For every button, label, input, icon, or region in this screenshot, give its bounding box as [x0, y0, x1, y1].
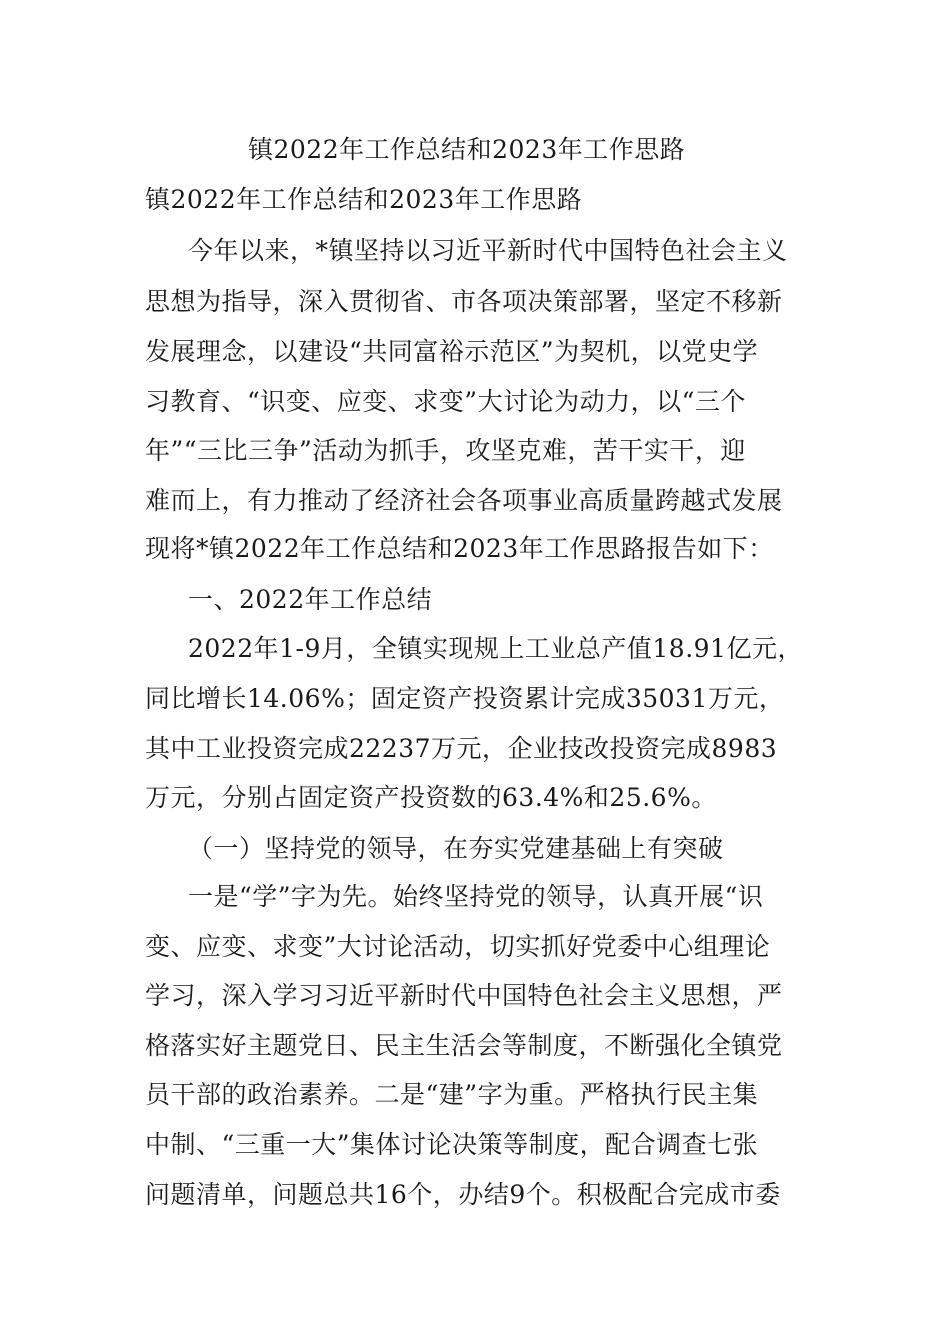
subsection-heading: （一）坚持党的领导，在夯实党建基础上有突破 [188, 834, 724, 863]
paragraph-line: 其中工业投资完成22237万元，企业技改投资完成8983 [145, 734, 778, 763]
section-heading: 一、2022年工作总结 [188, 585, 433, 614]
paragraph-line: 年”“三比三争”活动为抓手，攻坚克难，苦干实干，迎 [145, 436, 746, 465]
paragraph-line: 2022年1-9月，全镇实现规上工业总产值18.91亿元， [188, 634, 803, 663]
paragraph-line: 员干部的政治素养。二是“建”字为重。严格执行民主集 [145, 1080, 759, 1109]
paragraph-line: 思想为指导，深入贯彻省、市各项决策部署，坚定不移新 [145, 287, 783, 316]
paragraph-line: 现将*镇2022年工作总结和2023年工作思路报告如下： [145, 534, 774, 563]
paragraph-line: 学习，深入学习习近平新时代中国特色社会主义思想，严 [145, 981, 783, 1010]
paragraph-line: 同比增长14.06%；固定资产投资累计完成35031万元， [145, 684, 785, 713]
paragraph-line: 发展理念，以建设“共同富裕示范区”为契机，以党史学 [145, 337, 759, 366]
paragraph-line: 习教育、“识变、应变、求变”大讨论为动力，以“三个 [145, 387, 746, 416]
paragraph-line: 中制、“三重一大”集体讨论决策等制度，配合调查七张 [145, 1130, 759, 1159]
document-title: 镇2022年工作总结和2023年工作思路 [248, 135, 686, 164]
paragraph-line: 变、应变、求变”大讨论活动，切实抓好党委中心组理论 [145, 932, 771, 961]
paragraph-line: 格落实好主题党日、民主生活会等制度，不断强化全镇党 [145, 1031, 783, 1060]
paragraph-line: 问题清单，问题总共16个，办结9个。积极配合完成市委 [145, 1180, 781, 1209]
paragraph-line: 一是“学”字为先。始终坚持党的领导，认真开展“识 [188, 882, 764, 911]
document-subtitle: 镇2022年工作总结和2023年工作思路 [145, 185, 583, 214]
paragraph-line: 今年以来，*镇坚持以习近平新时代中国特色社会主义 [188, 236, 788, 265]
paragraph-line: 万元，分别占固定资产投资数的63.4%和25.6%。 [145, 783, 717, 812]
paragraph-line: 难而上，有力推动了经济社会各项事业高质量跨越式发展 [145, 486, 783, 515]
